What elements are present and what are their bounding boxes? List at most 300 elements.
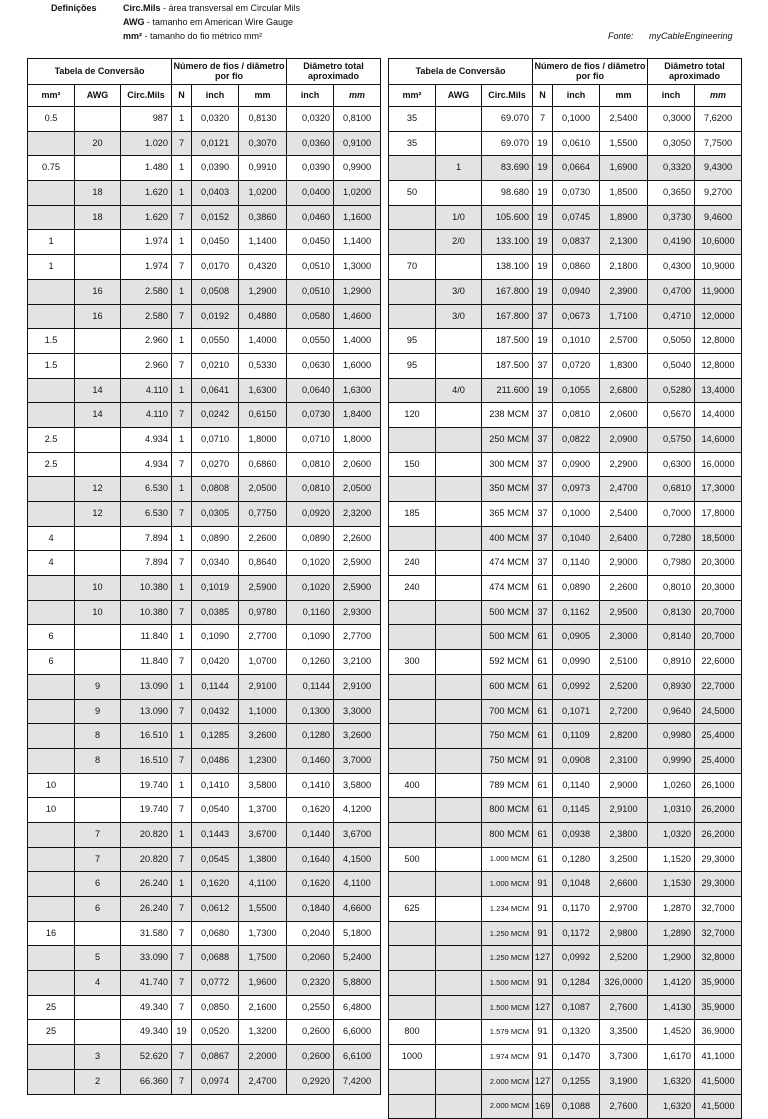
cell-mm: 1,5500 [239,897,287,922]
cell-inch: 0,0320 [192,107,239,132]
cell-inch-total: 0,0810 [287,477,334,502]
cell-circ-mils: 69.070 [482,131,533,156]
cell-mm-total: 9,2700 [695,181,742,206]
cell-awg [75,921,121,946]
cell-n: 37 [533,353,553,378]
cell-circ-mils: 500 MCM [482,600,533,625]
cell-awg [436,502,482,527]
cell-n: 1 [172,378,192,403]
cell-mm: 2,7600 [600,995,648,1020]
cell-awg [436,1045,482,1070]
cell-inch-total: 0,0450 [287,230,334,255]
header-num-fios: Número de fios / diâmetro por fio [533,59,648,85]
cell-inch-total: 0,0630 [287,353,334,378]
cell-circ-mils: 4.110 [121,403,172,428]
cell-inch-total: 0,7000 [648,502,695,527]
cell-inch-total: 0,2920 [287,1069,334,1094]
cell-mm2 [389,946,436,971]
cell-inch: 0,0664 [553,156,600,181]
cell-mm2 [28,699,75,724]
cell-n: 61 [533,773,553,798]
cell-mm2 [389,427,436,452]
table-row [28,995,381,1020]
cell-mm: 0,9780 [239,600,287,625]
cell-circ-mils: 167.800 [482,304,533,329]
cell-n: 37 [533,452,553,477]
cell-n: 7 [172,946,192,971]
header-circ-mils: Circ.Mils [121,85,172,107]
cell-mm: 3,7300 [600,1045,648,1070]
cell-n: 91 [533,971,553,996]
cell-inch: 0,0837 [553,230,600,255]
cell-circ-mils: 11.840 [121,650,172,675]
table-row [28,181,381,206]
cell-mm-total: 2,9100 [334,674,381,699]
header-inch: inch [192,85,239,107]
header-diametro-total: Diâmetro total aproximado [648,59,742,85]
cell-inch: 0,1172 [553,921,600,946]
cell-awg [75,427,121,452]
cell-n: 61 [533,699,553,724]
cell-n: 37 [533,600,553,625]
cell-mm-total: 24,5000 [695,699,742,724]
cell-n: 7 [172,748,192,773]
cell-circ-mils: 6.530 [121,502,172,527]
cell-n: 1 [172,625,192,650]
cell-inch: 0,0822 [553,427,600,452]
cell-awg: 10 [75,576,121,601]
cell-n: 91 [533,897,553,922]
cell-mm-total: 12,8000 [695,329,742,354]
cell-n: 37 [533,502,553,527]
cell-inch: 0,0545 [192,847,239,872]
cell-n: 61 [533,625,553,650]
cell-circ-mils: 13.090 [121,674,172,699]
cell-mm2: 6 [28,650,75,675]
cell-inch-total: 0,0460 [287,205,334,230]
cell-inch: 0,0610 [553,131,600,156]
cell-mm: 0,5330 [239,353,287,378]
cell-awg [75,156,121,181]
cell-mm-total: 12,8000 [695,353,742,378]
cell-mm: 0,9910 [239,156,287,181]
cell-mm: 2,9000 [600,551,648,576]
cell-circ-mils: 1.250 MCM [482,946,533,971]
cell-mm: 1,3200 [239,1020,287,1045]
cell-mm-total: 4,1200 [334,798,381,823]
cell-inch-total: 1,6170 [648,1045,695,1070]
cell-inch-total: 0,3730 [648,205,695,230]
cell-inch-total: 0,5280 [648,378,695,403]
cell-inch-total: 0,8130 [648,600,695,625]
table-row [28,699,381,724]
cell-mm-total: 26,1000 [695,773,742,798]
cell-n: 37 [533,304,553,329]
cell-mm: 2,7600 [600,1094,648,1119]
cell-mm2 [28,502,75,527]
table-row [28,353,381,378]
cell-inch: 0,0450 [192,230,239,255]
cell-inch-total: 1,6320 [648,1069,695,1094]
cell-inch-total: 0,0920 [287,502,334,527]
cell-awg [75,329,121,354]
cell-mm-total: 17,3000 [695,477,742,502]
cell-mm-total: 25,4000 [695,748,742,773]
cell-inch-total: 0,0580 [287,304,334,329]
cell-mm: 1,0700 [239,650,287,675]
cell-inch-total: 0,0730 [287,403,334,428]
table-row [28,551,381,576]
table-row [28,477,381,502]
cell-mm-total: 5,1800 [334,921,381,946]
cell-circ-mils: 10.380 [121,600,172,625]
source-label: Fonte: [608,31,634,41]
cell-inch-total: 0,0320 [287,107,334,132]
cell-mm: 1,6900 [600,156,648,181]
table-row [389,650,742,675]
cell-awg: 3/0 [436,279,482,304]
cell-n: 7 [172,353,192,378]
cell-inch: 0,0520 [192,1020,239,1045]
cell-mm2: 95 [389,353,436,378]
cell-n: 1 [172,329,192,354]
cell-mm: 2,3000 [600,625,648,650]
cell-inch-total: 0,5040 [648,353,695,378]
cell-inch: 0,0385 [192,600,239,625]
cell-circ-mils: 49.340 [121,1020,172,1045]
cell-inch-total: 1,4520 [648,1020,695,1045]
table-row [389,625,742,650]
cell-n: 19 [533,378,553,403]
cell-mm2: 1.5 [28,329,75,354]
cell-awg: 6 [75,897,121,922]
cell-mm-total: 22,6000 [695,650,742,675]
cell-circ-mils: 2.580 [121,279,172,304]
cell-mm: 1,2300 [239,748,287,773]
table-row [389,576,742,601]
cell-mm-total: 0,8100 [334,107,381,132]
cell-mm: 2,9100 [239,674,287,699]
cell-mm-total: 9,4300 [695,156,742,181]
cell-circ-mils: 98.680 [482,181,533,206]
cell-circ-mils: 2.000 MCM [482,1094,533,1119]
cell-circ-mils: 500 MCM [482,625,533,650]
cell-inch: 0,1010 [553,329,600,354]
cell-mm: 2,6800 [600,378,648,403]
cell-n: 169 [533,1094,553,1119]
cell-inch-total: 1,2870 [648,897,695,922]
cell-awg [436,699,482,724]
cell-inch-total: 0,1840 [287,897,334,922]
table-row [28,329,381,354]
cell-mm: 2,8200 [600,724,648,749]
cell-mm2 [389,230,436,255]
cell-inch: 0,1620 [192,872,239,897]
header-mm2: mm² [28,85,75,107]
cell-mm-total: 6,6100 [334,1045,381,1070]
cell-circ-mils: 789 MCM [482,773,533,798]
cell-mm-total: 17,8000 [695,502,742,527]
cell-inch-total: 0,3000 [648,107,695,132]
cell-circ-mils: 41.740 [121,971,172,996]
cell-mm: 1,8900 [600,205,648,230]
cell-mm-total: 20,7000 [695,600,742,625]
cell-inch: 0,0673 [553,304,600,329]
cell-mm-total: 32,7000 [695,921,742,946]
cell-mm: 1,8300 [600,353,648,378]
cell-mm-total: 1,4000 [334,329,381,354]
cell-mm2: 800 [389,1020,436,1045]
cell-awg: 12 [75,477,121,502]
table-row [28,625,381,650]
cell-awg [436,847,482,872]
table-row [389,230,742,255]
cell-n: 1 [172,526,192,551]
cell-inch-total: 0,1020 [287,576,334,601]
cell-circ-mils: 474 MCM [482,551,533,576]
cell-inch-total: 0,0510 [287,279,334,304]
cell-inch-total: 0,0890 [287,526,334,551]
cell-circ-mils: 16.510 [121,724,172,749]
cell-circ-mils: 1.020 [121,131,172,156]
cell-inch: 0,1284 [553,971,600,996]
cell-awg [436,724,482,749]
cell-circ-mils: 187.500 [482,329,533,354]
cell-inch-total: 0,1144 [287,674,334,699]
cell-n: 7 [172,699,192,724]
cell-inch: 0,1087 [553,995,600,1020]
cell-inch: 0,0680 [192,921,239,946]
cell-mm: 2,3900 [600,279,648,304]
cell-inch: 0,0905 [553,625,600,650]
cell-circ-mils: 1.000 MCM [482,872,533,897]
cell-n: 7 [533,107,553,132]
cell-mm: 2,7700 [239,625,287,650]
cell-n: 7 [172,847,192,872]
cell-n: 91 [533,921,553,946]
cell-n: 19 [533,205,553,230]
cell-circ-mils: 16.510 [121,748,172,773]
cell-awg [75,650,121,675]
cell-mm: 1,6300 [239,378,287,403]
table-row [28,205,381,230]
cell-mm2 [389,724,436,749]
table-row [28,107,381,132]
cell-n: 37 [533,551,553,576]
cell-mm2 [28,205,75,230]
cell-inch: 0,0992 [553,674,600,699]
table-row [28,1045,381,1070]
cell-mm2 [28,847,75,872]
cell-mm-total: 4,1100 [334,872,381,897]
cell-circ-mils: 52.620 [121,1045,172,1070]
cell-mm2 [28,131,75,156]
table-row [28,798,381,823]
cell-mm: 2,5400 [600,107,648,132]
cell-awg: 9 [75,674,121,699]
cell-inch-total: 0,2600 [287,1020,334,1045]
cell-mm2 [28,946,75,971]
cell-mm: 1,1400 [239,230,287,255]
cell-inch-total: 0,0810 [287,452,334,477]
cell-n: 19 [533,279,553,304]
cell-mm-total: 2,0500 [334,477,381,502]
cell-awg [436,255,482,280]
cell-n: 61 [533,650,553,675]
cell-mm: 0,3860 [239,205,287,230]
cell-inch: 0,0900 [553,452,600,477]
cell-mm2: 50 [389,181,436,206]
cell-inch-total: 1,4120 [648,971,695,996]
cell-inch: 0,1000 [553,502,600,527]
cell-n: 7 [172,131,192,156]
cell-n: 7 [172,1069,192,1094]
header-n: N [172,85,192,107]
cell-mm2 [389,699,436,724]
cell-n: 1 [172,674,192,699]
cell-inch-total: 0,8910 [648,650,695,675]
cell-n: 7 [172,304,192,329]
header-mm-total: mm [695,85,742,107]
cell-awg [75,551,121,576]
cell-mm-total: 29,3000 [695,847,742,872]
cell-n: 7 [172,452,192,477]
cell-mm-total: 10,6000 [695,230,742,255]
table-row [28,255,381,280]
cell-inch-total: 1,0310 [648,798,695,823]
cell-circ-mils: 350 MCM [482,477,533,502]
table-row [389,255,742,280]
table-row [389,1094,742,1119]
cell-inch: 0,1255 [553,1069,600,1094]
table-row [28,378,381,403]
cell-n: 91 [533,748,553,773]
table-row [389,971,742,996]
cell-circ-mils: 1.250 MCM [482,921,533,946]
table-row [389,156,742,181]
cell-inch-total: 0,4300 [648,255,695,280]
cell-awg: 12 [75,502,121,527]
header-diametro-total: Diâmetro total aproximado [287,59,381,85]
cell-mm2 [28,724,75,749]
cell-inch: 0,0121 [192,131,239,156]
cell-mm: 1,7500 [239,946,287,971]
cell-mm: 0,4320 [239,255,287,280]
cell-inch-total: 0,1620 [287,872,334,897]
cell-mm: 3,1900 [600,1069,648,1094]
cell-circ-mils: 365 MCM [482,502,533,527]
cell-mm2 [389,921,436,946]
cell-mm: 2,9800 [600,921,648,946]
table-row [28,946,381,971]
cell-mm: 2,6600 [600,872,648,897]
cell-mm: 2,1600 [239,995,287,1020]
cell-n: 19 [533,230,553,255]
cell-inch-total: 0,1160 [287,600,334,625]
cell-n: 7 [172,551,192,576]
cell-mm2 [389,156,436,181]
cell-awg [436,329,482,354]
conversion-table-left [27,58,381,1095]
table-row [389,897,742,922]
cell-inch: 0,0720 [553,353,600,378]
cell-mm-total: 41,5000 [695,1069,742,1094]
cell-inch-total: 0,1460 [287,748,334,773]
cell-inch-total: 0,8140 [648,625,695,650]
cell-awg [436,353,482,378]
cell-inch-total: 1,0260 [648,773,695,798]
header-inch-total: inch [287,85,334,107]
cell-mm2 [28,600,75,625]
cell-mm2 [28,181,75,206]
cell-mm: 2,0600 [600,403,648,428]
cell-inch: 0,0772 [192,971,239,996]
cell-inch: 0,1410 [192,773,239,798]
table-row [389,600,742,625]
cell-n: 61 [533,576,553,601]
cell-inch: 0,1144 [192,674,239,699]
table-row [28,452,381,477]
cell-mm2 [389,600,436,625]
cell-mm-total: 20,3000 [695,576,742,601]
cell-inch-total: 0,2060 [287,946,334,971]
cell-inch: 0,0860 [553,255,600,280]
cell-awg [436,625,482,650]
cell-inch: 0,0850 [192,995,239,1020]
cell-mm2 [28,1045,75,1070]
header-mm: mm [239,85,287,107]
cell-mm: 1,4000 [239,329,287,354]
cell-circ-mils: 1.974 [121,255,172,280]
cell-mm: 1,5500 [600,131,648,156]
cell-inch: 0,0808 [192,477,239,502]
cell-mm-total: 7,4200 [334,1069,381,1094]
cell-mm: 4,1100 [239,872,287,897]
cell-inch: 0,0242 [192,403,239,428]
cell-n: 7 [172,205,192,230]
cell-inch: 0,1109 [553,724,600,749]
cell-mm-total: 4,1500 [334,847,381,872]
cell-mm-total: 25,4000 [695,724,742,749]
cell-mm: 2,9500 [600,600,648,625]
cell-awg [75,353,121,378]
cell-mm-total: 2,9300 [334,600,381,625]
cell-mm-total: 3,2100 [334,650,381,675]
cell-circ-mils: 750 MCM [482,748,533,773]
cell-mm2: 240 [389,551,436,576]
cell-inch: 0,0810 [553,403,600,428]
cell-mm2: 25 [28,1020,75,1045]
cell-n: 61 [533,674,553,699]
cell-awg: 18 [75,181,121,206]
cell-awg: 5 [75,946,121,971]
cell-awg [436,551,482,576]
cell-n: 1 [172,724,192,749]
table-row [389,279,742,304]
table-row [28,724,381,749]
cell-inch-total: 0,1410 [287,773,334,798]
cell-inch: 0,0641 [192,378,239,403]
cell-awg: 6 [75,872,121,897]
cell-inch: 0,0210 [192,353,239,378]
header-mm2: mm² [389,85,436,107]
cell-mm2 [28,304,75,329]
cell-mm-total: 22,7000 [695,674,742,699]
cell-mm-total: 5,2400 [334,946,381,971]
table-row [28,847,381,872]
cell-circ-mils: 250 MCM [482,427,533,452]
cell-awg [436,872,482,897]
